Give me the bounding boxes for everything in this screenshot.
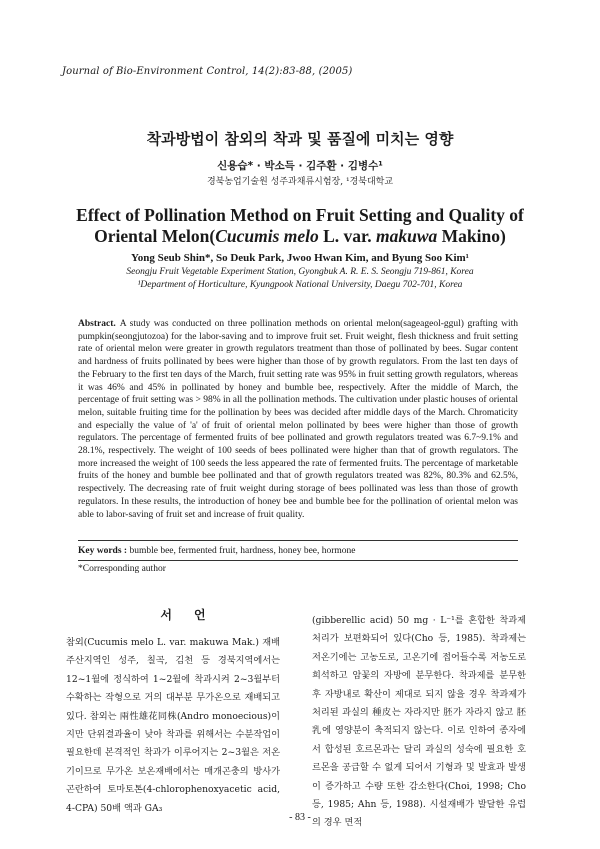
keywords xyxy=(78,546,518,556)
english-title xyxy=(0,205,600,247)
english-affiliation-1: Seongju Fruit Vegetable Experiment Station, Gyongbuk A. R. E. S. Seongju 719-861, Korea xyxy=(126,267,474,277)
english-affiliation-2: ¹Department of Horticulture, Kyungpook National University, Daegu 702-701, Korea xyxy=(137,280,463,290)
body-column-right: (gibberellic acid) 50 mg · L⁻¹를 혼합한 착과제 처리가 보편화되어 있다(Cho 등, 1985). 착과제는 저온기에는 고농도로, 고온기에 접어들수록 저농도로 희석하고 암꽃의 자방에 분무한다. 착과제를 분무한 후 자방내로 확산이 제대로 되지 않을 경우 착과제가 처리된 과실의 種皮는 자라지만 胚가 자라지 않고 胚乳에 영양분이 축적되지 않는다. 이로 인하여 종자에서 합성된 호르몬과는 달리 과실의 성숙에 필요한 호르몬을 공급할 수 없게 되어서 기형과 및 발효과 발생이 증가하고 수량 또한 감소한다(Choi, 1998; Cho 등, 1985; Ahn 등, 1988). 시설재배가 발달한 유럽의 경우 면적 xyxy=(312,615,526,829)
english-title-line1: Effect of Pollination Method on Fruit Setting and Quality of xyxy=(76,205,524,225)
divider-top xyxy=(78,540,518,541)
divider-bottom xyxy=(78,560,518,561)
section-heading-introduction: 서언 xyxy=(160,608,228,622)
abstract xyxy=(78,318,518,521)
page-number: - 83 - xyxy=(289,812,311,823)
corresponding-author-note: *Corresponding author xyxy=(78,564,166,574)
korean-affiliation: 경북농업기술원 성주과채류시험장, ¹경북대학교 xyxy=(206,177,394,187)
abstract-text: A study was conducted on three pollination methods on oriental melon(sageageol-ggul) grafting with pumpkin(seongjutozoa) for the labor-saving and to improve fruit set. Fruit weight, flesh thickness and fruit setting rate of oriental melon were greater in growth regulators treatment than those of pollinated by bees. Sugar content and hardness of fruits pollinated by bees were higher than those of by growth regulators. From the last ten days of the February to the first ten days of the March, fruit setting rate was 95% in fruit setting growth regulators, whereas it was 46% and 45% in pollinated by honey and bumble bee, respectively. After the middle of March, the percentage of fruit setting was > 98% in all the pollination methods. The cultivation under plastic houses of oriental melon, suitable fruiting time for the pollination by bees was decided after middle days of the March. Chromaticity and especially the value of 'a' of fruit of oriental melon pollinated by bees were higher than those of growth regulators. The percentage of fermented fruits of bee pollinated and growth regulators treated was 6.7~9.1% and 28.1%, respectively. The weight of 100 seeds of bees pollinated were higher than that of growth regulators. The more increased the weight of 100 seeds the less appeared the rate of fermented fruits. The percentage of marketable fruits of the honey and bumble bee pollinated and that of growth regulators treated was 82%, 80.3% and 62.5%, respectively. The decreasing rate of fruit weight during storage of bees pollinated was less than those of growth regulators. In these results, the introduction of honey bee and bumble bee for the pollination of oriental melon was able to labor-saving of fruit set and increase of fruit quality. xyxy=(78,319,518,520)
body-column-left: 참외(Cucumis melo L. var. makuwa Mak.) 재배 주산지역인 성주, 칠곡, 김천 등 경북지역에서는 12~1월에 정식하여 1~2월에 착과시켜 2~3월부터 수확하는 작형으로 거의 대부분 무가온으로 재배되고 있다. 참외는 兩性雄花同株(Andro monoecious)이지만 단위결과율이 낮아 착과를 위해서는 수분작업이 필요한데 본격적인 착과가 이루어지는 2~3월은 저온기이므로 무가온 보온재배에서는 매개곤충의 방사가 곤란하여 토마토톤(4-chlorophenoxyacetic acid, 4-CPA) 50배 액과 GA₃ xyxy=(66,637,280,814)
abstract-label: Abstract. xyxy=(78,319,116,329)
keywords-text: bumble bee, fermented fruit, hardness, honey bee, hormone xyxy=(127,546,356,556)
korean-title: 착과방법이 참외의 착과 및 품질에 미치는 영향 xyxy=(146,130,454,148)
journal-citation: Journal of Bio-Environment Control, 14(2):83-88, (2005) xyxy=(62,66,353,77)
english-authors: Yong Seub Shin*, So Deuk Park, Jwoo Hwan Kim, and Byung Soo Kim¹ xyxy=(131,252,469,264)
keywords-label: Key words : xyxy=(78,546,128,556)
english-title-line2: Oriental Melon(Cucumis melo L. var. makuwa Makino) xyxy=(94,226,506,246)
korean-authors: 신용습* · 박소득 · 김주환 · 김병수¹ xyxy=(217,160,383,172)
